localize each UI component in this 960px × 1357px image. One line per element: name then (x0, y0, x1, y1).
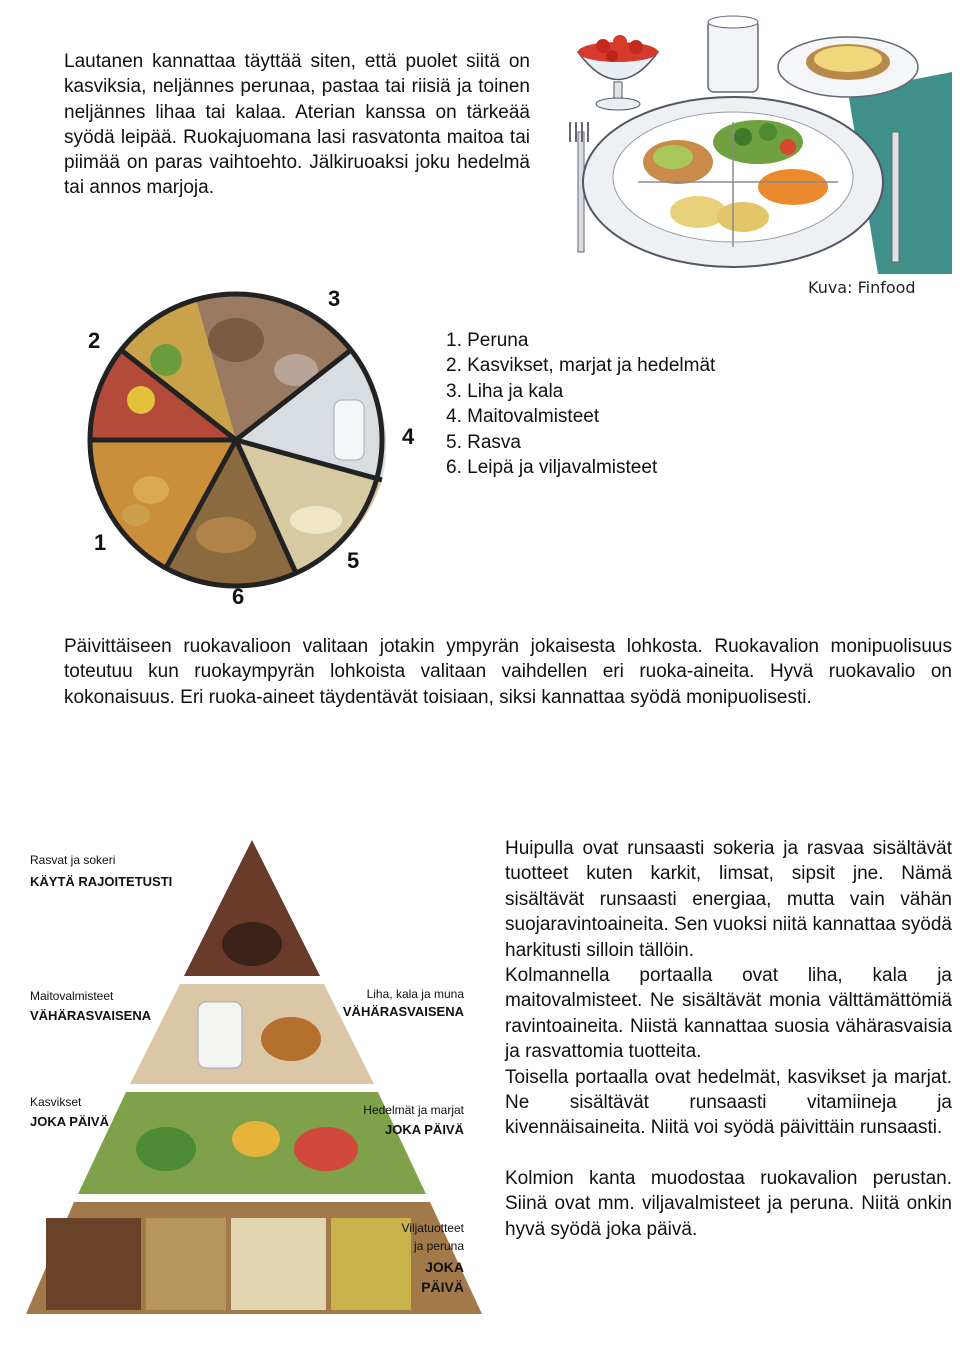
pyramid-label-grain-title: Viljatuotteet (401, 1221, 464, 1235)
pyramid-label-fruit-note: JOKA PÄIVÄ (385, 1122, 464, 1137)
circle-number-5: 5 (347, 548, 360, 573)
circle-number-4: 4 (402, 424, 415, 449)
legend-item: 6. Leipä ja viljavalmisteet (446, 457, 658, 479)
pyramid-label-dairy-title: Maitovalmisteet (30, 989, 114, 1003)
pyramid-paragraph-base: Kolmion kanta muodostaa ruokavalion perustan. Siinä ovat mm. viljavalmisteet ja peruna. Niitä onkin hyvä syödä joka päivä. (505, 1167, 952, 1240)
pyramid-label-veg-title: Kasvikset (30, 1095, 82, 1109)
pyramid-label-fruit-title: Hedelmät ja marjat (363, 1103, 464, 1117)
pyramid-label-fats-note: KÄYTÄ RAJOITETUSTI (30, 874, 173, 889)
legend-item: 3. Liha ja kala (446, 380, 564, 402)
pyramid-paragraph-third: Kolmannella portaalla ovat liha, kala ja maitovalmisteet. Ne sisältävät monia välttämättömiä ravintoaineita. Niistä kannattaa suosia vähärasvaisia ja rasvattomia tuotteita. (505, 965, 952, 1063)
photo-credit: Kuva: Finfood (808, 278, 916, 297)
pyramid-label-fats-title: Rasvat ja sokeri (30, 853, 116, 867)
pyramid-label-veg-note: JOKA PÄIVÄ (30, 1114, 109, 1129)
circle-description: Päivittäiseen ruokavalioon valitaan jotakin ympyrän jokaisesta lohkosta. Ruokavalion monipuolisuus toteutuu kun ruokaympyrän lohkoista valitaan vaihdellen eri ruoka-aineita. Hyvä ruokavalio on kokonaisuus. Eri ruoka-aineet täydentävät toisiaan, siksi kannattaa syödä monipuolisesti. (64, 636, 952, 708)
food-pyramid-illustration (26, 834, 486, 1354)
food-circle-legend (446, 328, 715, 480)
pyramid-paragraph-top: Huipulla ovat runsaasti sokeria ja rasvaa sisältävät tuotteet kuten karkit, limsat, sipsit jne. Nämä sisältävät runsaasti energiaa, mutta vain vähän suojaravintoaineita. Sen vuoksi niitä kannattaa syödä harkitusti silloin tällöin. (505, 838, 952, 961)
legend-item: 1. Peruna (446, 330, 529, 351)
circle-number-6: 6 (232, 584, 245, 609)
plate-illustration (548, 12, 952, 274)
circle-number-3: 3 (328, 286, 341, 311)
pyramid-label-meat-title: Liha, kala ja muna (366, 987, 464, 1001)
legend-item: 2. Kasvikset, marjat ja hedelmät (446, 355, 716, 377)
pyramid-label-meat-note: VÄHÄRASVAISENA (342, 1004, 464, 1019)
pyramid-label-grain-note-2: PÄIVÄ (421, 1279, 464, 1295)
pyramid-paragraph-second: Toisella portaalla ovat hedelmät, kasvikset ja marjat. Ne sisältävät runsaasti vitamiineja ja kivennäisaineita. Niitä voi syödä päivittäin runsaasti. (505, 1066, 952, 1139)
legend-item: 4. Maitovalmisteet (446, 406, 600, 428)
circle-number-1: 1 (94, 530, 107, 555)
pyramid-description (505, 836, 952, 1242)
pyramid-label-dairy-note: VÄHÄRASVAISENA (30, 1008, 152, 1023)
legend-item: 5. Rasva (446, 431, 521, 453)
pyramid-label-grain-note-1: JOKA (425, 1259, 464, 1275)
pyramid-label-grain-subtitle: ja peruna (413, 1239, 464, 1253)
circle-number-2: 2 (88, 328, 101, 353)
food-circle-illustration (66, 270, 436, 610)
intro-paragraph: Lautanen kannattaa täyttää siten, että puolet siitä on kasviksia, neljännes perunaa, pastaa tai riisiä ja toinen neljännes lihaa tai kalaa. Aterian kanssa on tärkeää syödä leipää. Ruokajuomana lasi rasvatonta maitoa tai piimää on paras vaihtoehto. Jälkiruoaksi joku hedelmä tai annos marjoja. (64, 51, 530, 199)
